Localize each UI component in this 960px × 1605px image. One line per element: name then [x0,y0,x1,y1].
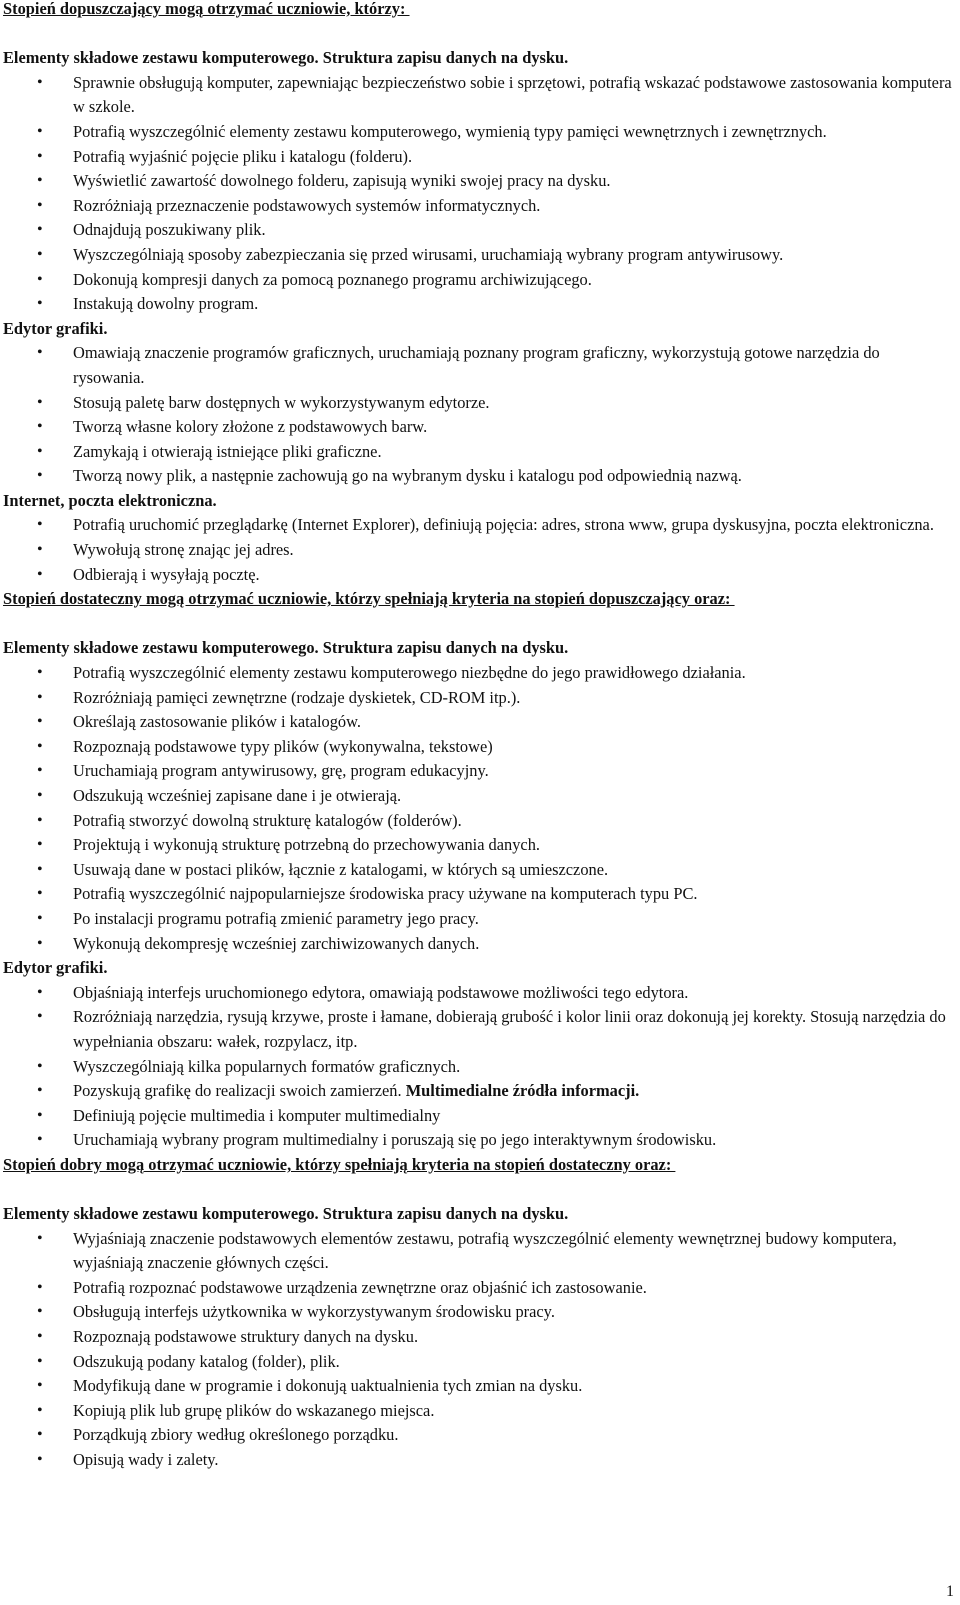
bullet-icon: • [37,1082,43,1100]
bullet-icon: • [37,1401,43,1419]
list-item: • Wyszczególniają sposoby zabezpieczania się przed wirusami, uruchamiają wybrany program antywirusowy. [3,243,953,268]
list-item: • Po instalacji programu potrafią zmienić parametry jego pracy. [3,907,953,932]
bullet-icon: • [37,196,43,214]
spacer [3,612,953,637]
criteria-list [3,513,953,587]
bullet-icon: • [37,1229,43,1247]
bullet-icon: • [37,664,43,682]
bullet-icon: • [37,344,43,362]
bullet-icon: • [37,1328,43,1346]
list-item: • Wyszczególniają kilka popularnych formatów graficznych. [3,1055,953,1080]
page-number: 1 [946,1583,954,1600]
bullet-icon: • [37,836,43,854]
bullet-icon: • [37,73,43,91]
bullet-icon: • [37,737,43,755]
bullet-icon: • [37,1278,43,1296]
bullet-icon: • [37,909,43,927]
bullet-icon: • [37,270,43,288]
bullet-icon: • [37,221,43,239]
bullet-icon: • [37,1106,43,1124]
list-item: • Potrafią stworzyć dowolną strukturę katalogów (folderów). [3,809,953,834]
spacer [3,22,953,47]
list-item: • Rozpoznają podstawowe struktury danych na dysku. [3,1325,953,1350]
criteria-list [3,341,953,489]
list-item: • Wyświetlić zawartość dowolnego folderu, zapisują wyniki swojej pracy na dysku. [3,169,953,194]
list-item: • Stosują paletę barw dostępnych w wykorzystywanym edytorze. [3,391,953,416]
section-title: Edytor grafiki. [3,958,108,978]
list-item: • Potrafią rozpoznać podstawowe urządzenia zewnętrzne oraz objaśnić ich zastosowanie. [3,1276,953,1301]
bullet-icon: • [37,762,43,780]
list-item: • Pozyskują grafikę do realizacji swoich zamierzeń. Multimedialne źródła informacji. [3,1079,953,1104]
list-item: • Potrafią wyjaśnić pojęcie pliku i katalogu (folderu). [3,145,953,170]
list-item: • Potrafią uruchomić przeglądarkę (Internet Explorer), definiują pojęcia: adres, strona www, grupa dyskusyjna, poczta elektroniczna. [3,513,953,538]
bullet-icon: • [37,467,43,485]
list-item: • Projektują i wykonują strukturę potrzebną do przechowywania danych. [3,833,953,858]
spacer [3,1178,953,1203]
bullet-icon: • [37,541,43,559]
list-item: • Sprawnie obsługują komputer, zapewniając bezpieczeństwo sobie i sprzętowi, potrafią wskazać podstawowe zastosowania komputera w szkole. [37,72,952,117]
list-item: • Usuwają dane w postaci plików, łącznie z katalogami, w których są umieszczone. [3,858,953,883]
list-item: • Obsługują interfejs użytkownika w wykorzystywanym środowisku pracy. [3,1300,953,1325]
bullet-icon: • [37,442,43,460]
list-item: • Potrafią wyszczególnić najpopularniejsze środowiska pracy używane na komputerach typu PC. [3,882,953,907]
bullet-icon: • [37,811,43,829]
document-page [3,0,953,1473]
list-item: • Potrafią wyszczególnić elementy zestawu komputerowego, wymienią typy pamięci wewnętrznych i zewnętrznych. [3,120,953,145]
bullet-icon: • [37,713,43,731]
bullet-icon: • [37,688,43,706]
list-item: • Omawiają znaczenie programów graficznych, uruchamiają poznany program graficzny, wykorzystują gotowe narzędzia do rysowania. [37,343,880,387]
bullet-icon: • [37,516,43,534]
list-item: • Rozróżniają narzędzia, rysują krzywe, proste i łamane, dobierają grubość i kolor linii oraz dokonują jej korekty. Stosują narzędzia do wypełniania obszaru: wałek, rozpylacz, itp. [37,1007,946,1051]
grade-heading-dobry: Stopień dobry mogą otrzymać uczniowie, którzy spełniają kryteria na stopień dostateczny oraz: [3,1154,676,1174]
bullet-icon: • [37,1057,43,1075]
section-title: Internet, poczta elektroniczna. [3,490,217,510]
bullet-icon: • [37,295,43,313]
list-item: • Rozpoznają podstawowe typy plików (wykonywalna, tekstowe) [3,735,953,760]
bullet-icon: • [37,1377,43,1395]
section-title: Elementy składowe zestawu komputerowego. Struktura zapisu danych na dysku. [3,638,569,658]
bullet-icon: • [37,1451,43,1469]
list-item: • Uruchamiają program antywirusowy, grę, program edukacyjny. [3,759,953,784]
list-item: • Rozróżniają przeznaczenie podstawowych systemów informatycznych. [3,194,953,219]
section-title: Elementy składowe zestawu komputerowego. Struktura zapisu danych na dysku. [3,48,569,68]
bullet-icon: • [37,983,43,1001]
list-item: • Zamykają i otwierają istniejące pliki graficzne. [3,440,953,465]
bullet-icon: • [37,1303,43,1321]
bullet-icon: • [37,245,43,263]
criteria-list [3,71,953,317]
criteria-list [3,981,953,1153]
bullet-icon: • [37,885,43,903]
criteria-list [3,661,953,956]
list-item: • Wywołują stronę znając jej adres. [3,538,953,563]
list-item: • Modyfikują dane w programie i dokonują uaktualnienia tych zmian na dysku. [3,1374,953,1399]
bullet-icon: • [37,147,43,165]
list-item: • Opisują wady i zalety. [3,1448,953,1473]
list-item: • Wyjaśniają znaczenie podstawowych elementów zestawu, potrafią wyszczególnić elementy wewnętrznej budowy komputera, wyjaśniają znaczenie głównych części. [37,1228,897,1273]
list-item: • Kopiują plik lub grupę plików do wskazanego miejsca. [3,1399,953,1424]
bullet-icon: • [37,1426,43,1444]
grade-heading-dostateczny: Stopień dostateczny mogą otrzymać uczniowie, którzy spełniają kryteria na stopień dopuszczający oraz: [3,589,735,609]
bullet-icon: • [37,122,43,140]
section-title: Edytor grafiki. [3,318,108,338]
inline-bold-heading: Multimedialne źródła informacji. [405,1081,640,1101]
grade-heading-dopuszczajacy: Stopień dopuszczający mogą otrzymać uczniowie, którzy: [3,0,410,18]
list-item: • Porządkują zbiory według określonego porządku. [3,1423,953,1448]
list-item: • Odszukują wcześniej zapisane dane i je otwierają. [3,784,953,809]
bullet-icon: • [37,1352,43,1370]
list-item: • Objaśniają interfejs uruchomionego edytora, omawiają podstawowe możliwości tego edytora. [3,981,953,1006]
bullet-icon: • [37,1131,43,1149]
bullet-icon: • [37,860,43,878]
list-item: • Określają zastosowanie plików i katalogów. [3,710,953,735]
list-item: • Wykonują dekompresję wcześniej zarchiwizowanych danych. [3,932,953,957]
list-item: • Tworzą własne kolory złożone z podstawowych barw. [3,415,953,440]
bullet-icon: • [37,172,43,190]
list-item: • Dokonują kompresji danych za pomocą poznanego programu archiwizującego. [3,268,953,293]
list-item: • Odszukują podany katalog (folder), plik. [3,1350,953,1375]
list-item: • Odnajdują poszukiwany plik. [3,218,953,243]
bullet-icon: • [37,418,43,436]
list-item: • Definiują pojęcie multimedia i komputer multimedialny [3,1104,953,1129]
list-item: • Instakują dowolny program. [3,292,953,317]
list-item: • Odbierają i wysyłają pocztę. [3,563,953,588]
list-item: • Uruchamiają wybrany program multimedialny i poruszają się po jego interaktywnym środowisku. [3,1128,953,1153]
section-title: Elementy składowe zestawu komputerowego. Struktura zapisu danych na dysku. [3,1204,569,1224]
list-item: • Tworzą nowy plik, a następnie zachowują go na wybranym dysku i katalogu pod odpowiednią nazwą. [3,464,953,489]
bullet-icon: • [37,565,43,583]
list-item: • Potrafią wyszczególnić elementy zestawu komputerowego niezbędne do jego prawidłowego działania. [3,661,953,686]
list-item: • Rozróżniają pamięci zewnętrzne (rodzaje dyskietek, CD-ROM itp.). [3,686,953,711]
bullet-icon: • [37,934,43,952]
criteria-list [3,1227,953,1473]
bullet-icon: • [37,787,43,804]
bullet-icon: • [37,1008,43,1026]
bullet-icon: • [37,393,43,411]
